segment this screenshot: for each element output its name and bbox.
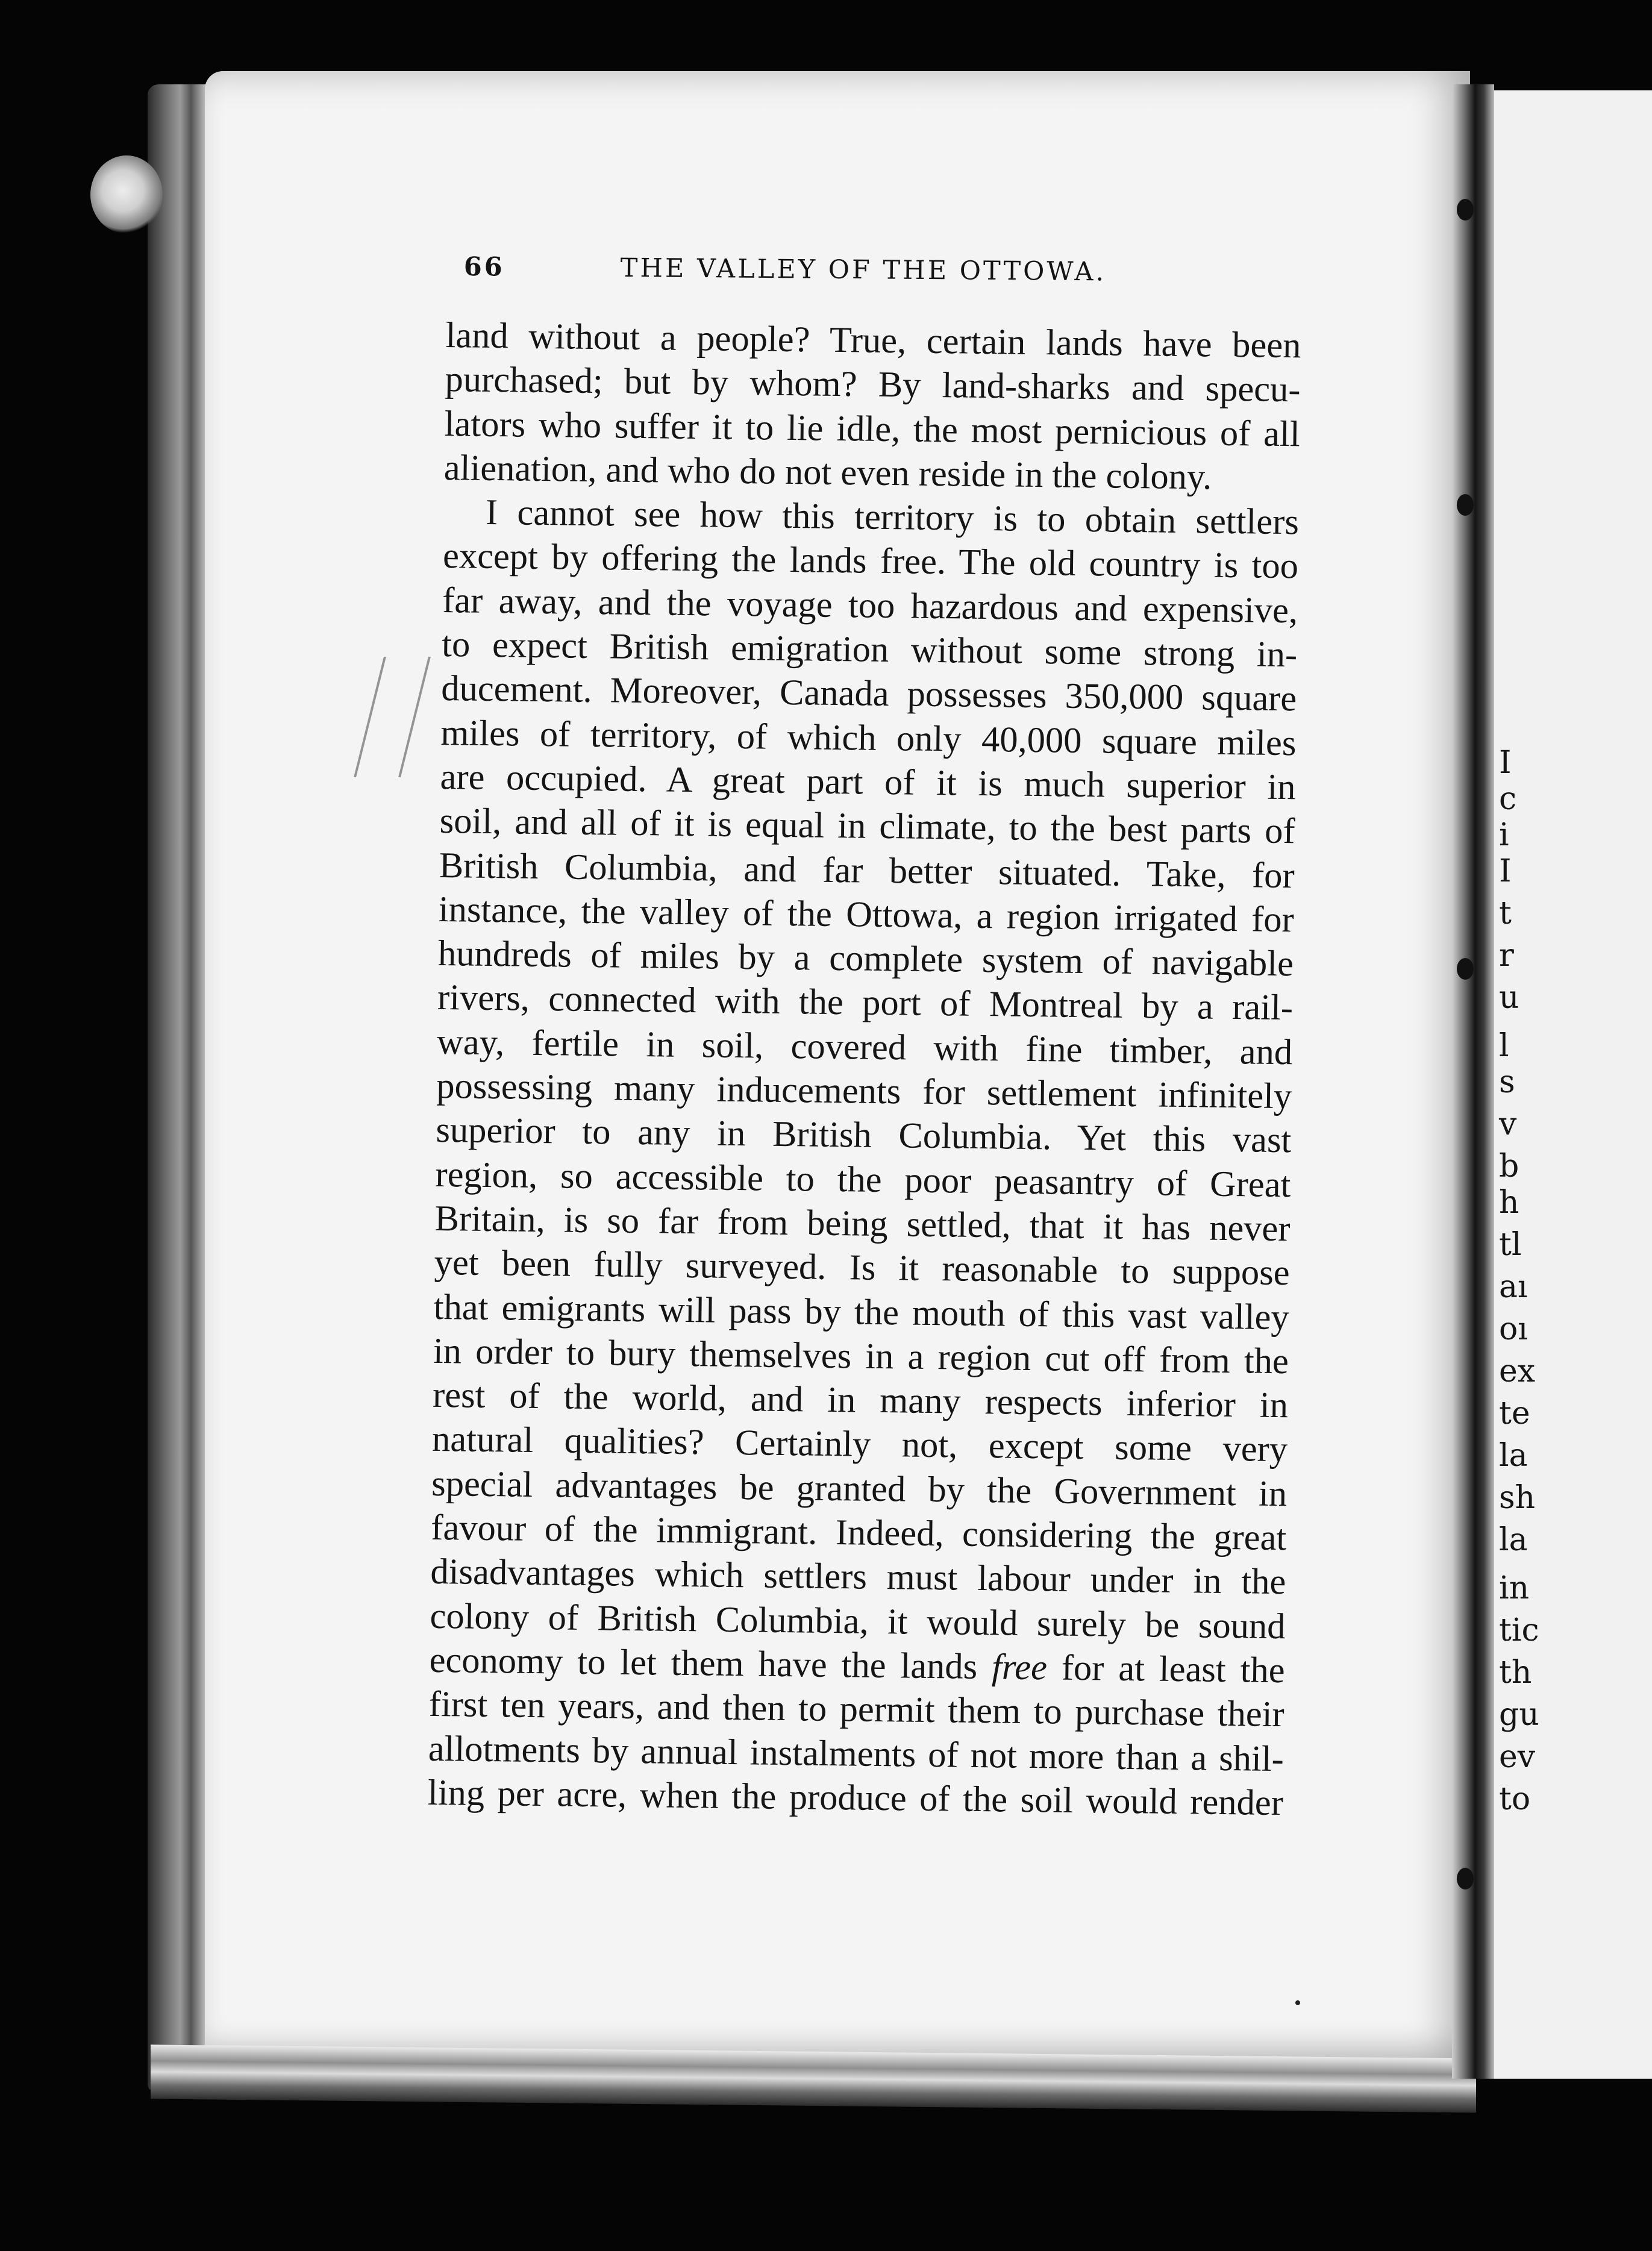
emphasized-word: free	[991, 1647, 1048, 1688]
text-line: yet been fully surveyed. Is it reasonable to suppose	[434, 1242, 1291, 1294]
facing-page-fragment: I	[1499, 745, 1512, 781]
text-line: are occupied. A great part of it is much superior in	[440, 756, 1296, 808]
text-line: British Columbia, and far better situated. Take, for	[439, 845, 1295, 896]
facing-page-fragment: te	[1499, 1395, 1530, 1432]
running-title: THE VALLEY OF THE OTTOWA.	[620, 253, 1107, 287]
facing-page	[1488, 90, 1652, 2079]
facing-page-fragment: gu	[1499, 1697, 1539, 1733]
facing-page-fragment: la	[1499, 1522, 1528, 1558]
text-line: region, so accessible to the poor peasantry of Great	[435, 1154, 1291, 1205]
binding-gutter	[1452, 84, 1494, 2079]
text-line: alienation, and who do not even reside in the colony.	[443, 447, 1212, 498]
facing-page-fragment: tic	[1499, 1612, 1539, 1648]
ink-blotch	[90, 155, 163, 234]
facing-page-fragment: i	[1499, 817, 1509, 853]
facing-page-fragment: v	[1499, 1106, 1517, 1142]
running-head	[464, 252, 1127, 287]
binding-stitch	[1457, 1868, 1474, 1889]
facing-page-fragment: oı	[1499, 1311, 1528, 1347]
facing-page-fragment: la	[1499, 1438, 1528, 1474]
facing-page-fragment: c	[1499, 781, 1517, 817]
text-line: disadvantages which settlers must labour under in the	[430, 1551, 1286, 1603]
text-segment: economy to let them have the lands	[429, 1639, 978, 1687]
facing-page-fragment: aı	[1499, 1269, 1528, 1305]
text-line: ducement. Moreover, Canada possesses 350,000 square	[440, 668, 1297, 719]
text-line: rivers, connected with the port of Montreal by a rail-	[437, 977, 1294, 1028]
text-line: way, fertile in soil, covered with fine timber, and	[436, 1021, 1293, 1073]
text-line: favour of the immigrant. Indeed, considering the great	[430, 1507, 1287, 1559]
facing-page-fragment: I	[1499, 853, 1512, 889]
facing-page-fragment: ex	[1499, 1353, 1536, 1389]
text-line: soil, and all of it is equal in climate, to the best parts of	[439, 801, 1296, 852]
text-line: special advantages be granted by the Government in	[431, 1463, 1287, 1514]
facing-page-fragment: sh	[1499, 1480, 1536, 1516]
facing-page-fragment: h	[1499, 1185, 1519, 1221]
binding-stitch	[1457, 494, 1474, 516]
facing-page-fragment: in	[1499, 1570, 1530, 1606]
text-line: that emigrants will pass by the mouth of this vast valley	[433, 1286, 1290, 1338]
facing-page-fragment: r	[1499, 938, 1514, 974]
facing-page-fragment: u	[1499, 980, 1519, 1016]
text-line: far away, and the voyage too hazardous and expensive,	[442, 580, 1298, 631]
facing-page-fragment: b	[1499, 1148, 1519, 1185]
text-line: lators who suffer it to lie idle, the most pernicious of all	[444, 403, 1301, 454]
binding-stitch	[1457, 958, 1474, 980]
text-line: rest of the world, and in many respects inferior in	[432, 1374, 1289, 1426]
text-line: first ten years, and then to permit them to purchase their	[428, 1684, 1285, 1735]
facing-page-fragment: to	[1499, 1781, 1531, 1817]
text-line: Britain, is so far from being settled, that it has never	[434, 1198, 1291, 1250]
text-line: except by offering the lands free. The old country is too	[442, 536, 1299, 587]
facing-page-fragment: l	[1499, 1028, 1509, 1064]
text-line: natural qualities? Certainly not, except some very	[431, 1419, 1288, 1470]
text-line: superior to any in British Columbia. Yet this vast	[436, 1110, 1292, 1161]
text-segment: for at least the	[1061, 1647, 1285, 1691]
text-line: hundreds of miles by a complete system of navigable	[437, 933, 1294, 985]
facing-page-fragment: s	[1499, 1064, 1515, 1100]
text-line: miles of territory, of which only 40,000 square miles	[440, 712, 1297, 763]
facing-page-fragment: ev	[1499, 1739, 1536, 1775]
text-line: to expect British emigration without some strong in-	[441, 624, 1298, 675]
facing-page-fragment: tl	[1499, 1227, 1522, 1263]
text-line: allotments by annual instalments of not more than a shil-	[428, 1728, 1284, 1779]
body-text	[428, 313, 1301, 1825]
text-line: I cannot see how this territory is to obtain settlers	[485, 492, 1300, 543]
text-line: colony of British Columbia, it would surely be sound	[430, 1595, 1286, 1647]
facing-page-fragment: th	[1499, 1655, 1532, 1691]
text-line: possessing many inducements for settlement infinitely	[436, 1065, 1292, 1117]
binding-stitch	[1457, 199, 1474, 221]
text-line: purchased; but by whom? By land-sharks and specu-	[445, 359, 1301, 410]
text-line: ling per acre, when the produce of the soil would render	[427, 1772, 1284, 1823]
ink-speck	[1295, 2000, 1300, 2005]
text-line: land without a people? True, certain lands have been	[445, 315, 1301, 366]
text-line: instance, the valley of the Ottowa, a region irrigated for	[438, 889, 1295, 941]
facing-page-fragment: t	[1499, 895, 1512, 931]
page-number: 66	[463, 252, 505, 283]
text-line: in order to bury themselves in a region cut off from the	[433, 1330, 1289, 1382]
